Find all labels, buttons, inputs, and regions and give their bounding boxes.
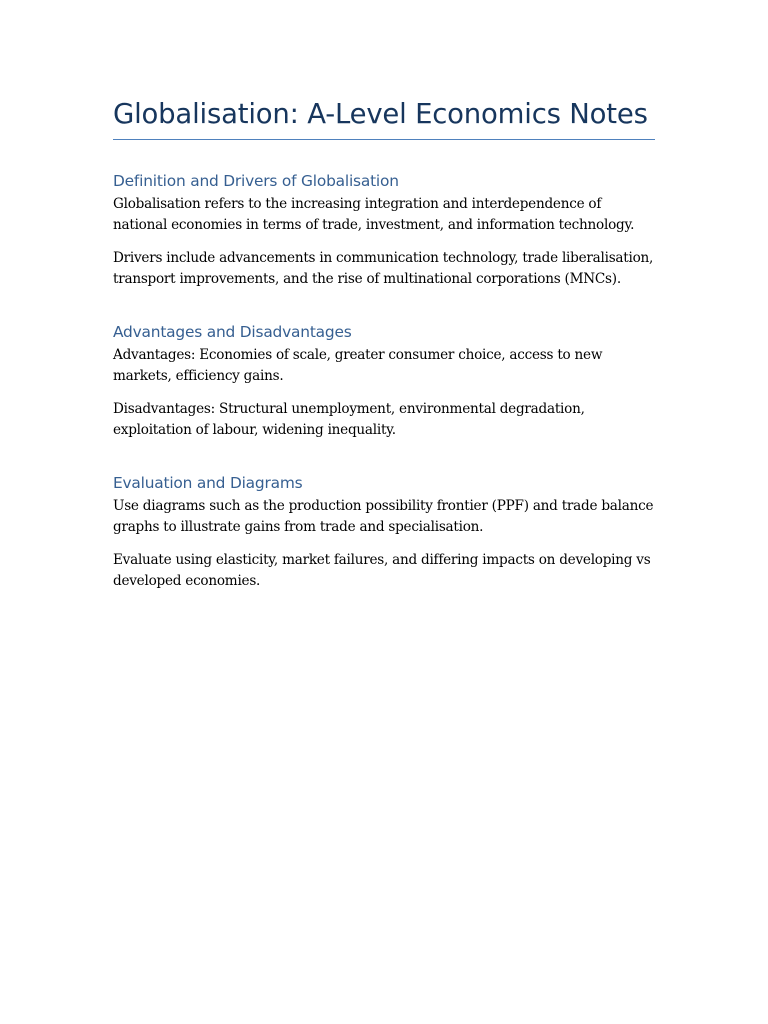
document-page — [113, 0, 655, 592]
paragraph: Use diagrams such as the production possibility frontier (PPF) and trade balance graphs to illustrate gains from trade and specialisation. — [113, 498, 654, 535]
section-definition-drivers — [113, 171, 655, 290]
section-heading: Definition and Drivers of Globalisation — [113, 172, 399, 190]
section-heading: Advantages and Disadvantages — [113, 323, 352, 341]
paragraph: Drivers include advancements in communication technology, trade liberalisation, transport improvements, and the rise of multinational corporations (MNCs). — [113, 250, 654, 287]
section-advantages-disadvantages — [113, 322, 655, 441]
title-divider — [113, 139, 655, 140]
paragraph: Advantages: Economies of scale, greater consumer choice, access to new markets, efficiency gains. — [113, 347, 603, 384]
paragraph: Evaluate using elasticity, market failures, and differing impacts on developing vs developed economies. — [113, 552, 651, 589]
section-heading: Evaluation and Diagrams — [113, 474, 303, 492]
paragraph: Globalisation refers to the increasing integration and interdependence of national economies in terms of trade, investment, and information technology. — [113, 196, 635, 233]
section-evaluation-diagrams — [113, 473, 655, 592]
document-title: Globalisation: A-Level Economics Notes — [113, 98, 648, 130]
paragraph: Disadvantages: Structural unemployment, environmental degradation, exploitation of labour, widening inequality. — [113, 401, 585, 438]
